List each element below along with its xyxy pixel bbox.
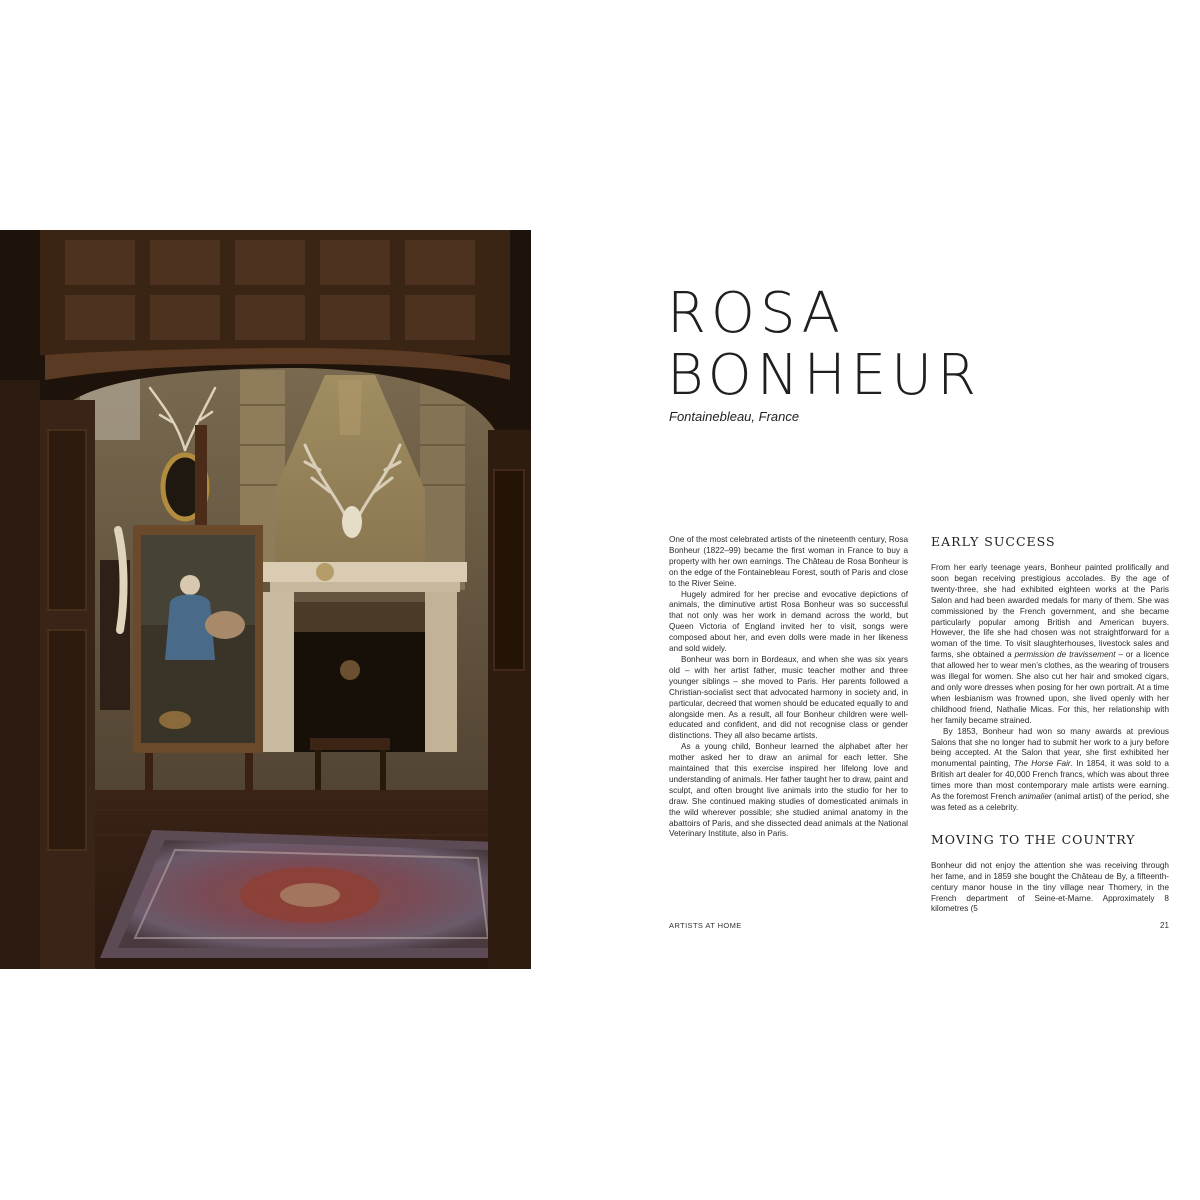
title-line-2: BONHEUR bbox=[667, 343, 982, 408]
body-paragraph: Bonheur did not enjoy the attention she was receiving through her fame, and in 1859 she bought the Château de By, a fifteenth-century manor house in the tiny village near Thomery, in the French department of Seine-et-Marne. Approximately 8 kilometres (5 bbox=[931, 860, 1169, 914]
italic-term: permission de travissement bbox=[1014, 650, 1116, 660]
text-run: . In 1854, it was sold to a British art dealer for 40,000 French francs, which was about three times more than most contemporary male artists were earning. As the foremost French bbox=[931, 759, 1169, 802]
body-column-right bbox=[931, 534, 1169, 915]
body-paragraph bbox=[931, 563, 1169, 727]
italic-title: The Horse Fair bbox=[1013, 759, 1071, 769]
title-line-1: ROSA bbox=[667, 281, 845, 346]
body-paragraph: Hugely admired for her precise and evocative depictions of animals, the diminutive artist Rosa Bonheur was so successful that not only was her work in demand across the world, but Queen Victoria of England invited her to visit, songs were composed about her, and even dolls were made in her likeness and sold widely. bbox=[669, 589, 908, 654]
body-paragraph: One of the most celebrated artists of the nineteenth century, Rosa Bonheur (1822–99) became the first woman in France to buy a property with her own earnings. The Château de Rosa Bonheur is on the edge of the Fontainebleau Forest, south of Paris and close to the River Seine. bbox=[669, 535, 908, 588]
text-run: By 1853, Bonheur had won so many awards at previous Salons that she no longer had to submit her work to a jury before being accepted. At the Salon that year, she first exhibited her monumental painting, bbox=[931, 726, 1169, 769]
italic-term: animalier bbox=[1018, 792, 1052, 802]
body-paragraph: As a young child, Bonheur learned the alphabet after her mother asked her to draw an animal for each letter. She maintained that this exercise inspired her lifelong love and understanding of animals. Her father taught her to draw, paint and sculpt, and often brought live animals into the studio for her to draw. She continued making studies of domesticated animals in the wild wherever possible; she studied animal anatomy in the abattoirs of Paris, and she dissected dead animals at the National Veterinary Institute, also in Paris. bbox=[669, 742, 908, 839]
body-paragraph: Bonheur was born in Bordeaux, and when she was six years old – with her artist father, music teacher mother and three younger siblings – she moved to Paris. Her parents followed a Christian-socialist sect that advocated harmony in society and, in particular, decreed that women should be educated equally to and alongside men. As a result, all four Bonheur children were well-educated and confident, and did not recognise class or gender distinctions. They all also became artists. bbox=[669, 654, 908, 741]
studio-photograph-art bbox=[0, 230, 531, 969]
section-heading-early-success: EARLY SUCCESS bbox=[931, 534, 1056, 549]
location-subtitle: Fontainebleau, France bbox=[669, 409, 800, 424]
body-paragraph bbox=[931, 727, 1169, 814]
body-column-left bbox=[669, 535, 908, 840]
text-run: – or a licence that allowed her to wear men’s clothes, as the wearing of trousers was illegal for women. She also cut her hair and smoked cigars, and only wore dresses when posing for her own portrait. At a time when lesbianism was frowned upon, she lived openly with her childhood friend, Nathalie Micas. For this, her relationship with her family became strained. bbox=[931, 650, 1170, 725]
studio-photograph bbox=[0, 230, 531, 969]
running-head: ARTISTS AT HOME bbox=[669, 921, 742, 930]
section-heading-moving-to-country: MOVING TO THE COUNTRY bbox=[931, 831, 1136, 847]
article-title bbox=[667, 283, 981, 407]
text-run: From her early teenage years, Bonheur painted prolifically and soon began receiving prestigious accolades. By the age of twenty-three, she had exhibited eighteen works at the Paris Salon and had been awarded medals for many of them. She was commissioned by the French government, and she became particularly popular among British and American buyers. However, the life she had chosen was not straightforward for a woman of the time. To visit slaughterhouses, livestock sales and farms, she obtained a bbox=[931, 563, 1169, 660]
page-number: 21 bbox=[1160, 921, 1169, 930]
text-run: (animal artist) of the period, she was feted as a celebrity. bbox=[931, 792, 1170, 812]
